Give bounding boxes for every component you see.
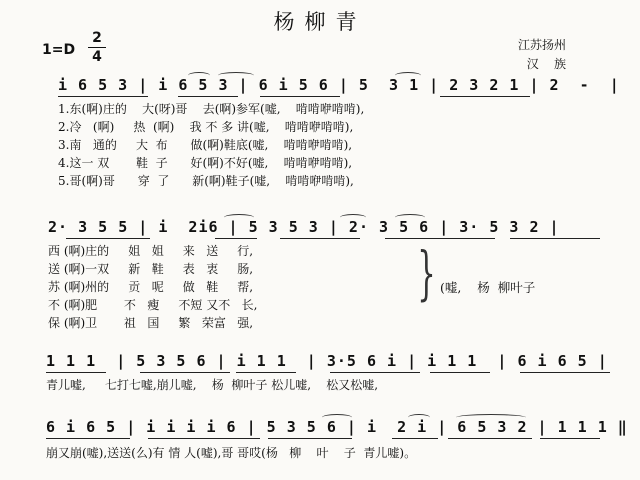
verse-2-line-2: 送 (啊)一双 新 鞋 表 衷 肠, — [48, 262, 254, 276]
beam — [268, 438, 352, 439]
system-1-notes: i 6 5 3 | i 6 5 3 | 6 i 5 6 | 5 3 1 | 2 3 2 1 | 2 - | — [58, 76, 620, 94]
time-numerator: 2 — [92, 30, 102, 46]
beam — [448, 438, 532, 439]
beam — [46, 372, 106, 373]
system-1 — [0, 72, 640, 202]
system-4-notes: 6 i 6 5 | i i i i 6 | 5 3 5 6 | i 2 i | 6 5 3 2 | 1 1 1 ‖ — [46, 418, 628, 436]
beam — [215, 238, 257, 239]
system-2 — [0, 214, 640, 344]
verse-5: 5.哥(啊)哥 穿 了 新(啊)鞋子(嘘, 啃啃咿啃啃), — [58, 174, 354, 188]
slur — [340, 214, 366, 221]
beam — [140, 372, 230, 373]
time-denominator: 4 — [92, 49, 102, 65]
slur — [395, 214, 425, 221]
beam — [330, 372, 420, 373]
verse-2: 2.冷 (啊) 热 (啊) 我 不 多 讲(嘘, 啃啃咿啃啃), — [58, 120, 354, 134]
refrain-line-1: 青儿嘘, 七打七嘘,崩儿嘘, 杨 柳叶子 松儿嘘, 松又松嘘, — [46, 378, 379, 392]
slur — [322, 414, 352, 421]
beam — [66, 238, 150, 239]
verse-3-line-2: 苏 (啊)州的 贡 呢 做 鞋 帮, — [48, 280, 254, 294]
beam — [58, 96, 148, 97]
slur — [456, 414, 526, 421]
slur — [408, 414, 430, 421]
beam — [236, 372, 296, 373]
system-3-notes: 1 1 1 | 5 3 5 6 | i 1 1 | 3·5 6 i | i 1 1 | 6 i 6 5 | — [46, 352, 608, 370]
refrain-side-text: (嘘, 杨 柳叶子 — [440, 280, 536, 295]
beam — [178, 96, 238, 97]
beam — [280, 238, 360, 239]
slur — [188, 72, 210, 79]
song-origin — [518, 36, 566, 74]
system-2-notes: 2· 3 5 5 | i 2i6 | 5 3 5 3 | 2· 3 5 6 | 3· 5 3 2 | — [48, 218, 560, 236]
time-signature — [88, 30, 106, 65]
beam — [392, 438, 438, 439]
slur — [218, 72, 254, 79]
verse-5-line-2: 保 (啊)卫 祖 国 繁 荣富 强, — [48, 316, 254, 330]
verse-3: 3.南 通的 大 布 做(啊)鞋底(嘘, 啃啃咿啃啃), — [58, 138, 353, 152]
verse-1: 1.东(啊)庄的 大(呀)哥 去(啊)参军(嘘, 啃啃咿啃啃), — [58, 102, 365, 116]
beam — [430, 372, 490, 373]
beam — [510, 238, 600, 239]
verse-4-line-2: 不 (啊)肥 不 瘦 不短 又不 长, — [48, 298, 258, 312]
key-signature: 1=D — [42, 42, 76, 58]
beam — [148, 438, 260, 439]
refrain-line-2: 崩又崩(嘘),送送(么)有 情 人(嘘),哥 哥哎(杨 柳 叶 子 青儿嘘)。 — [46, 446, 417, 460]
verse-brace: } — [417, 239, 436, 307]
beam — [385, 238, 495, 239]
beam — [440, 96, 530, 97]
system-3 — [0, 352, 640, 402]
origin-ethnicity: 汉 族 — [526, 57, 567, 71]
slur — [395, 72, 421, 79]
beam — [520, 372, 610, 373]
song-title: 杨柳青 — [273, 10, 367, 34]
verse-4: 4.这一 双 鞋 子 好(啊)不好(嘘, 啃啃咿啃啃), — [58, 156, 353, 170]
origin-region: 江苏扬州 — [518, 38, 567, 52]
slur — [224, 214, 254, 221]
system-4 — [0, 414, 640, 474]
beam — [46, 438, 130, 439]
time-divider — [88, 47, 106, 48]
beam — [540, 438, 600, 439]
verse-1-line-2: 西 (啊)庄的 姐 姐 来 送 行, — [48, 244, 254, 258]
beam — [260, 96, 340, 97]
